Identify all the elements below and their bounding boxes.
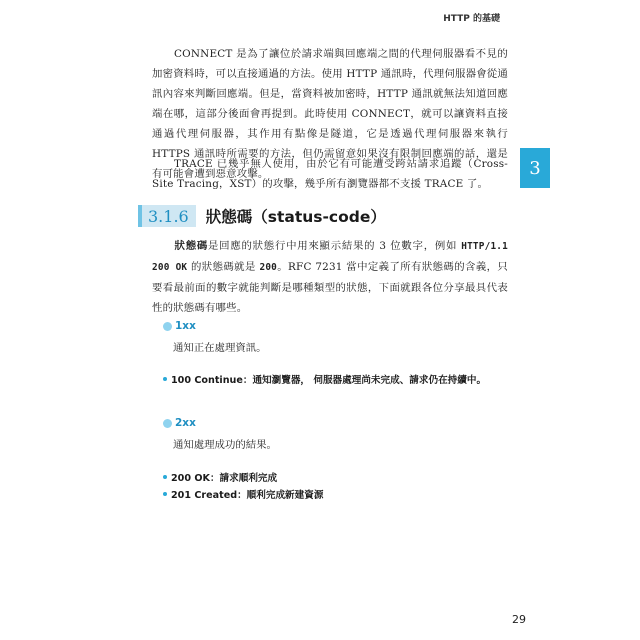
- intro-text-2: 的狀態碼就是: [187, 261, 260, 273]
- circle-bullet-icon: [163, 419, 172, 428]
- group-1xx-description: 通知正在處理資訊。: [173, 342, 267, 354]
- list-item-text: 201 Created：順利完成新建資源: [171, 490, 324, 501]
- section-heading: [138, 205, 386, 227]
- page-number: 29: [512, 613, 526, 626]
- group-label: 1xx: [175, 320, 196, 332]
- section-title: 狀態碼（status-code）: [205, 208, 386, 226]
- list-item: [163, 372, 486, 386]
- bullet-dot-icon: [163, 492, 167, 496]
- status-code-intro-paragraph: [152, 236, 508, 318]
- section-number: 3.1.6: [148, 206, 189, 226]
- running-header: HTTP 的基礎: [443, 14, 500, 24]
- list-item-text: 200 OK：請求順利完成: [171, 473, 278, 484]
- intro-text-1: 是回應的狀態行中用來顯示結果的 3 位數字，例如: [208, 240, 462, 252]
- intro-bold-term: 狀態碼: [174, 240, 209, 252]
- group-2xx-description: 通知處理成功的結果。: [173, 439, 277, 451]
- list-item: [163, 470, 277, 484]
- circle-bullet-icon: [163, 322, 172, 331]
- connect-text: CONNECT 是為了讓位於請求端與回應端之間的代理伺服器看不見的加密資料時，可以直接通過的方法。使用 HTTP 通訊時，代理伺服器會從通訊內容來判斷回應端。但是，當資料被加密時，HTTP 通訊就無法知道回應端在哪，這部分後面會再提到。此時使用 CONNECT，就可以讓資料直接通過代理伺服器，其作用有點像是隧道，它是透過代理伺服器來執行 HTTPS 通訊時所需要的方法，但仍需留意如果沒有限制回應端的話，還是有可能會遭到惡意攻擊。: [152, 48, 508, 180]
- trace-text: TRACE 已幾乎無人使用，由於它有可能遭受跨站請求追蹤（Cross-Site Tracing，XST）的攻擊，幾乎所有瀏覽器都不支援 TRACE 了。: [152, 158, 508, 190]
- bullet-dot-icon: [163, 475, 167, 479]
- trace-paragraph: [152, 154, 508, 194]
- intro-code-200: 200: [259, 262, 278, 273]
- group-label: 2xx: [175, 417, 196, 429]
- group-2xx-heading: [163, 417, 196, 429]
- bullet-dot-icon: [163, 377, 167, 381]
- list-item: [163, 487, 323, 501]
- chapter-tab: [520, 148, 550, 188]
- intro-code-status-line: HTTP/1.1 200 OK: [152, 241, 508, 273]
- group-1xx-heading: [163, 320, 196, 332]
- chapter-number: 3: [529, 157, 541, 179]
- list-item-text: 100 Continue：通知瀏覽器， 伺服器處理尚未完成、請求仍在持續中。: [171, 375, 487, 386]
- section-number-box: [138, 205, 196, 227]
- intro-text-3: 。RFC 7231 當中定義了所有狀態碼的含義，只要看最前面的數字就能判斷是哪種類型的狀態，下面就跟各位分享最具代表性的狀態碼有哪些。: [152, 261, 508, 314]
